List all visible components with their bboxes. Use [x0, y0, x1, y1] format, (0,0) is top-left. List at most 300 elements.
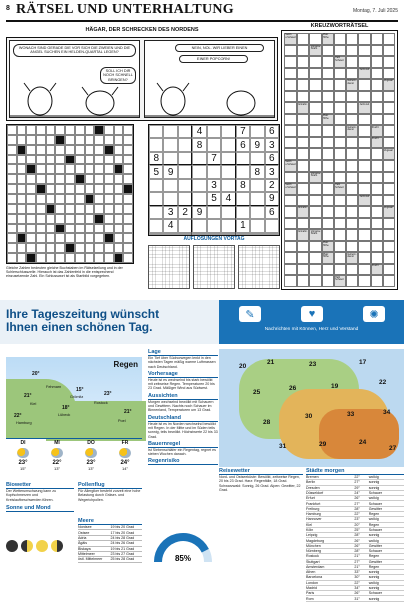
table-cell: 19 bis 21 Grad: [111, 546, 142, 551]
sea-temperatures: [78, 518, 142, 563]
sudoku-cell: 3: [265, 165, 279, 178]
temperature: 34: [383, 409, 391, 416]
moon-phases: [6, 540, 74, 552]
table-cell: wolkig: [369, 475, 404, 480]
crossword-cell: [334, 160, 346, 172]
crossword-cell: Platz Höhe: [322, 33, 334, 45]
puzzle-cell: [7, 204, 17, 214]
crossword-cell: [334, 91, 346, 103]
puzzle-cell: [104, 184, 114, 194]
puzzle-cell: [36, 224, 46, 234]
crossword-cell: [383, 114, 395, 126]
puzzle-cell: [65, 253, 75, 263]
sudoku-cell: 7: [236, 125, 250, 138]
puzzle-cell: [114, 243, 124, 253]
sudoku-cell: [250, 125, 264, 138]
sudoku-cell: 9: [163, 165, 177, 178]
puzzle-cell: [36, 135, 46, 145]
forecast-min: 15°: [19, 466, 27, 471]
crossword-cell: [322, 45, 334, 57]
table-cell: Paris: [306, 591, 354, 596]
crossword-cell: [322, 206, 334, 218]
crossword-cell: [334, 172, 346, 184]
puzzle-cell: [75, 214, 85, 224]
puzzle-cell: [7, 125, 17, 135]
crossword-cell: [309, 125, 321, 137]
crossword-cell: [358, 172, 370, 184]
sudoku-cell: [207, 125, 221, 138]
puzzle-cell: [114, 164, 124, 174]
crossword-cell: [383, 137, 395, 149]
sudoku-cell: 9: [265, 192, 279, 205]
temperature: 28: [263, 419, 271, 426]
forecast-day-label: MI: [54, 440, 60, 446]
page-title: RÄTSEL UND UNTERHALTUNG: [16, 2, 234, 17]
sudoku-cell: [178, 192, 192, 205]
table-cell: Berlin: [306, 480, 354, 485]
crossword-cell: [358, 218, 370, 230]
puzzle-cell: [65, 233, 75, 243]
speech-bubble: WONACH SIND GERADE DIE VOR SICH DIE ZWEIEN UND DIE ANGEL SUCHEN EIN HELDEN-QUARTAL LEGEN?: [13, 44, 136, 57]
puzzle-cell: [7, 164, 17, 174]
puzzle-cell: [104, 174, 114, 184]
table-cell: Hamburg: [306, 511, 354, 516]
puzzle-cell: [104, 194, 114, 204]
crossword-title: KREUZWORTRÄTSEL: [310, 23, 369, 29]
puzzle-cell: [7, 155, 17, 165]
crossword-cell: [297, 33, 309, 45]
solutions-title: AUFLÖSUNGEN VORTAG: [183, 236, 245, 242]
temperature: 20: [239, 363, 247, 370]
table-cell: 24 bis 28 Grad: [111, 535, 142, 540]
crossword-cell: [358, 252, 370, 264]
sun-cloud-icon: [17, 448, 29, 458]
sudoku-cell: [163, 179, 177, 192]
crossword-cell: [383, 195, 395, 207]
puzzle-cell: [85, 194, 95, 204]
puzzle-cell: [104, 243, 114, 253]
block-text: Ist Siebenschläfer ein Regentag, regnet es sieben Wochen danach.: [148, 447, 216, 457]
temperature: 24: [359, 439, 367, 446]
table-cell: sonnig: [369, 596, 404, 601]
crossword-cell: [358, 91, 370, 103]
block-title: Biowetter: [6, 482, 74, 489]
puzzle-cell: [65, 243, 75, 253]
crossword-cell: [346, 241, 358, 253]
table-row: [78, 557, 142, 562]
sudoku-cell: [265, 233, 279, 235]
puzzle-cell: [75, 184, 85, 194]
sun-cloud-icon: [119, 448, 131, 458]
table-cell: 24 bis 26 Grad: [111, 541, 142, 546]
crossword-cell: [371, 68, 383, 80]
puzzle-cell: [55, 194, 65, 204]
puzzle-cell: [104, 125, 114, 135]
crossword-cell: [383, 252, 395, 264]
temperature: 21°: [24, 393, 32, 399]
puzzle-cell: [94, 125, 104, 135]
puzzle-cell: [123, 243, 133, 253]
puzzle-cell: [46, 233, 56, 243]
crossword-cell: [334, 264, 346, 276]
europe-weather-map: [219, 349, 404, 467]
crossword-cell: [383, 264, 395, 276]
table-cell: 30°: [354, 575, 368, 580]
puzzle-cell: [36, 125, 46, 135]
banner-headline: [6, 308, 159, 334]
puzzle-cell: [123, 204, 133, 214]
crossword-cell: Geheim-dienst: [346, 125, 358, 137]
puzzle-cell: [26, 204, 36, 214]
crossword-cell: [309, 183, 321, 195]
crossword-cell: [309, 91, 321, 103]
crossword-cell: [297, 252, 309, 264]
sudoku-cell: 5: [149, 165, 163, 178]
sudoku-cell: 3: [265, 138, 279, 151]
puzzle-cell: [55, 174, 65, 184]
puzzle-cell: [94, 184, 104, 194]
table-cell: sonnig: [369, 575, 404, 580]
puzzle-cell: [85, 204, 95, 214]
puzzle-cell: [17, 204, 27, 214]
crossword-cell: [358, 56, 370, 68]
puzzle-cell: [55, 184, 65, 194]
sudoku-cell: [221, 219, 235, 232]
block-title: Reisewetter: [219, 468, 303, 475]
crossword-cell: [322, 79, 334, 91]
crossword-cell: Ermahn.: [297, 206, 309, 218]
puzzle-cell: [46, 155, 56, 165]
crossword-cell: [383, 160, 395, 172]
puzzle-cell: [104, 164, 114, 174]
crossword-cell: [322, 68, 334, 80]
block-text: Für Allergiker besteht zurzeit eine hohe Belastung durch Gräser- und Wegerichpollen.: [78, 489, 141, 502]
crossword-cell: [346, 172, 358, 184]
puzzle-cell: [7, 214, 17, 224]
puzzle-cell: [85, 145, 95, 155]
crossword-cell: [297, 45, 309, 57]
puzzle-cell: [7, 224, 17, 234]
puzzle-cell: [114, 253, 124, 263]
puzzle-cell: [65, 135, 75, 145]
crossword-cell: Jetzt-zeit: [358, 68, 370, 80]
crossword-cell: [322, 275, 334, 287]
table-cell: 26°: [354, 538, 368, 543]
temperature: 19: [331, 383, 339, 390]
crossword-cell: [346, 206, 358, 218]
table-cell: 25°: [354, 527, 368, 532]
sudoku-cell: 5: [207, 192, 221, 205]
crossword-cell: [297, 160, 309, 172]
crossword-cell: [309, 275, 321, 287]
crossword-cell: [284, 229, 297, 241]
crossword-cell: Vorname Strahl.: [309, 229, 321, 241]
table-cell: Regen: [369, 564, 404, 569]
crossword-cell: [371, 229, 383, 241]
puzzle-cell: [104, 135, 114, 145]
block-title: Pollenflug: [78, 482, 142, 489]
crossword-cell: [383, 56, 395, 68]
banner-line-2: Ihnen einen schönen Tag.: [6, 320, 153, 334]
table-cell: Ostsee: [78, 530, 111, 535]
city-label: Rostock: [94, 401, 108, 405]
crossword-cell: [322, 229, 334, 241]
puzzle-cell: [123, 135, 133, 145]
crossword-cell: [322, 56, 334, 68]
crossword-cell: Zugsaal: [383, 79, 395, 91]
solutions-grids: [148, 245, 280, 289]
puzzle-cell: [94, 224, 104, 234]
puzzle-cell: [75, 145, 85, 155]
crossword-cell: [371, 172, 383, 184]
crossword-cell: [371, 45, 383, 57]
puzzle-cell: [36, 214, 46, 224]
crossword-cell: [358, 264, 370, 276]
puzzle-cell: [123, 125, 133, 135]
heart-icon: ♥: [301, 306, 323, 322]
city-label: Grömitz: [70, 395, 84, 399]
puzzle-cell: [65, 194, 75, 204]
puzzle-cell: [65, 164, 75, 174]
city-label: Lübeck: [58, 413, 71, 417]
sudoku-cell: [192, 192, 206, 205]
table-cell: Bremen: [306, 475, 354, 480]
sudoku-cell: [236, 206, 250, 219]
puzzle-cell: [26, 135, 36, 145]
crossword-cell: [322, 160, 334, 172]
table-cell: 28°: [354, 533, 368, 538]
sudoku-cell: 7: [207, 152, 221, 165]
crossword-cell: [383, 229, 395, 241]
table-cell: Rom: [306, 596, 354, 601]
puzzle-cell: [123, 253, 133, 263]
table-cell: Magdeburg: [306, 538, 354, 543]
table-cell: 27°: [354, 480, 368, 485]
comic-strip: [6, 37, 278, 121]
crossword-cell: [284, 125, 297, 137]
puzzle-cell: [85, 243, 95, 253]
crossword-cell: [371, 33, 383, 45]
puzzle-cell: [75, 164, 85, 174]
crossword-cell: Platz Höhe: [322, 241, 334, 253]
sun-cloud-icon: [51, 448, 63, 458]
table-cell: Freiburg: [306, 506, 354, 511]
puzzle-cell: [114, 214, 124, 224]
puzzle-cell: [123, 164, 133, 174]
sudoku-cell: 3: [163, 206, 177, 219]
table-cell: Gewitter: [369, 543, 404, 548]
puzzle-cell: [36, 155, 46, 165]
crossword-cell: [284, 79, 297, 91]
city-label: Fehmarn: [46, 385, 62, 389]
table-cell: Gewitter: [369, 559, 404, 564]
sudoku-cell: [207, 233, 221, 235]
crossword-cell: Frucht: [371, 125, 383, 137]
crossword-cell: [334, 102, 346, 114]
temperature: 22: [379, 379, 387, 386]
sudoku-cell: [149, 206, 163, 219]
sudoku-cell: [178, 233, 192, 235]
table-cell: 26°: [354, 543, 368, 548]
sudoku-cell: [250, 233, 264, 235]
temperature: 31: [279, 443, 287, 450]
sudoku-cell: [207, 206, 221, 219]
puzzle-cell: [94, 233, 104, 243]
puzzle-cell: [114, 155, 124, 165]
puzzle-cell: [26, 233, 36, 243]
puzzle-cell: [94, 145, 104, 155]
puzzle-cell: [17, 233, 27, 243]
crossword-cell: [297, 195, 309, 207]
speech-bubble: SOLL ICH DIR NOCH SCHNELL BRINGEN?: [100, 67, 136, 84]
sudoku-cell: [178, 138, 192, 151]
puzzle-cell: [65, 125, 75, 135]
puzzle-cell: [55, 253, 65, 263]
puzzle-cell: [55, 204, 65, 214]
puzzle-cell: [46, 145, 56, 155]
table-cell: 17 bis 20 Grad: [111, 530, 142, 535]
puzzle-cell: [26, 184, 36, 194]
crossword-cell: [284, 68, 297, 80]
puzzle-cell: [36, 233, 46, 243]
crossword-cell: [309, 160, 321, 172]
sudoku-cell: [207, 138, 221, 151]
crossword-cell: [383, 125, 395, 137]
sudoku-cell: [221, 152, 235, 165]
crossword-cell: [284, 114, 297, 126]
table-cell: Rostock: [306, 554, 354, 559]
table-cell: Schauer: [369, 548, 404, 553]
forecast-day-label: DO: [87, 440, 95, 446]
forecast-day: [74, 439, 108, 482]
forecast-min: 13°: [87, 466, 95, 471]
sudoku-cell: [207, 219, 221, 232]
sudoku-cell: 4: [192, 125, 206, 138]
sudoku-cell: [149, 125, 163, 138]
biowetter-block: [6, 482, 74, 512]
block-title: Vorhersage: [148, 371, 218, 378]
sudoku-cell: [163, 192, 177, 205]
crossword-cell: [309, 206, 321, 218]
puzzle-cell: [85, 253, 95, 263]
table-cell: Gewitter: [369, 506, 404, 511]
block-title: Aussichten: [148, 393, 218, 400]
table-cell: Regen: [369, 522, 404, 527]
puzzle-cell: [75, 204, 85, 214]
block-title: Meere: [78, 518, 142, 525]
header-rule: [6, 20, 398, 22]
puzzle-cell: [123, 224, 133, 234]
table-cell: wolkig: [369, 538, 404, 543]
table-cell: 28°: [354, 548, 368, 553]
table-cell: 25 bis 28 Grad: [111, 557, 142, 562]
sudoku-cell: [163, 125, 177, 138]
puzzle-cell: [75, 243, 85, 253]
puzzle-cell: [55, 214, 65, 224]
puzzle-cell: [75, 125, 85, 135]
crossword-cell: [334, 45, 346, 57]
crossword-cell: [309, 137, 321, 149]
crossword-cell: [297, 79, 309, 91]
sudoku-cell: 6: [236, 138, 250, 151]
temperature: 27: [389, 445, 397, 452]
comic-panel-2: [144, 40, 275, 118]
block-title: Städte morgen: [306, 468, 404, 475]
crossword-cell: Frucht: [371, 137, 383, 149]
sudoku-cell: [178, 219, 192, 232]
crossword-cell: [322, 148, 334, 160]
table-cell: 27°: [354, 501, 368, 506]
puzzle-cell: [46, 194, 56, 204]
sudoku-grid: [148, 124, 280, 236]
table-cell: Schauer: [369, 501, 404, 506]
crossword-cell: [309, 195, 321, 207]
puzzle-cell: [26, 243, 36, 253]
puzzle-cell: [36, 174, 46, 184]
table-cell: 22°: [354, 475, 368, 480]
table-cell: 29°: [354, 485, 368, 490]
crossword-cell: [309, 102, 321, 114]
sudoku-cell: [221, 206, 235, 219]
puzzle-cell: [75, 224, 85, 234]
puzzle-cell: [17, 135, 27, 145]
puzzle-cell: [26, 164, 36, 174]
sudoku-cell: [250, 179, 264, 192]
page-number: 8: [6, 5, 10, 12]
puzzle-cell: [26, 214, 36, 224]
sudoku-cell: [149, 233, 163, 235]
table-cell: sonnig: [369, 533, 404, 538]
crossword-cell: [322, 125, 334, 137]
crossword-cell: [309, 148, 321, 160]
table-cell: 27°: [354, 559, 368, 564]
forecast-min: 13°: [53, 466, 61, 471]
sudoku-cell: [221, 125, 235, 138]
crossword-cell: [346, 33, 358, 45]
crossword-cell: [346, 102, 358, 114]
sudoku-cell: [149, 219, 163, 232]
puzzle-cell: [7, 174, 17, 184]
puzzle-cell: [46, 125, 56, 135]
crossword-cell: [358, 183, 370, 195]
solution-grid: [193, 245, 235, 289]
table-cell: 21°: [354, 554, 368, 559]
puzzle-cell: [104, 233, 114, 243]
crossword-cell: [334, 79, 346, 91]
sudoku-cell: [236, 152, 250, 165]
forecast-max: 24°: [120, 460, 130, 466]
puzzle-cell: [46, 135, 56, 145]
crossword-cell: [322, 102, 334, 114]
crossword-cell: [334, 229, 346, 241]
puzzle-cell: [104, 204, 114, 214]
crossword-cell: [371, 102, 383, 114]
block-title: Lage: [148, 349, 218, 356]
crossword-cell: [297, 183, 309, 195]
puzzle-cell: [65, 214, 75, 224]
puzzle-cell: [114, 224, 124, 234]
crossword-cell: [297, 114, 309, 126]
crossword-cell: [309, 252, 321, 264]
table-cell: 20°: [354, 522, 368, 527]
crossword-cell: [383, 275, 395, 287]
sudoku-cell: 3: [207, 179, 221, 192]
sun-cloud-icon: [85, 448, 97, 458]
table-cell: Nürnberg: [306, 548, 354, 553]
crossword-cell: [371, 148, 383, 160]
crossword-cell: [334, 68, 346, 80]
puzzle-cell: [123, 233, 133, 243]
